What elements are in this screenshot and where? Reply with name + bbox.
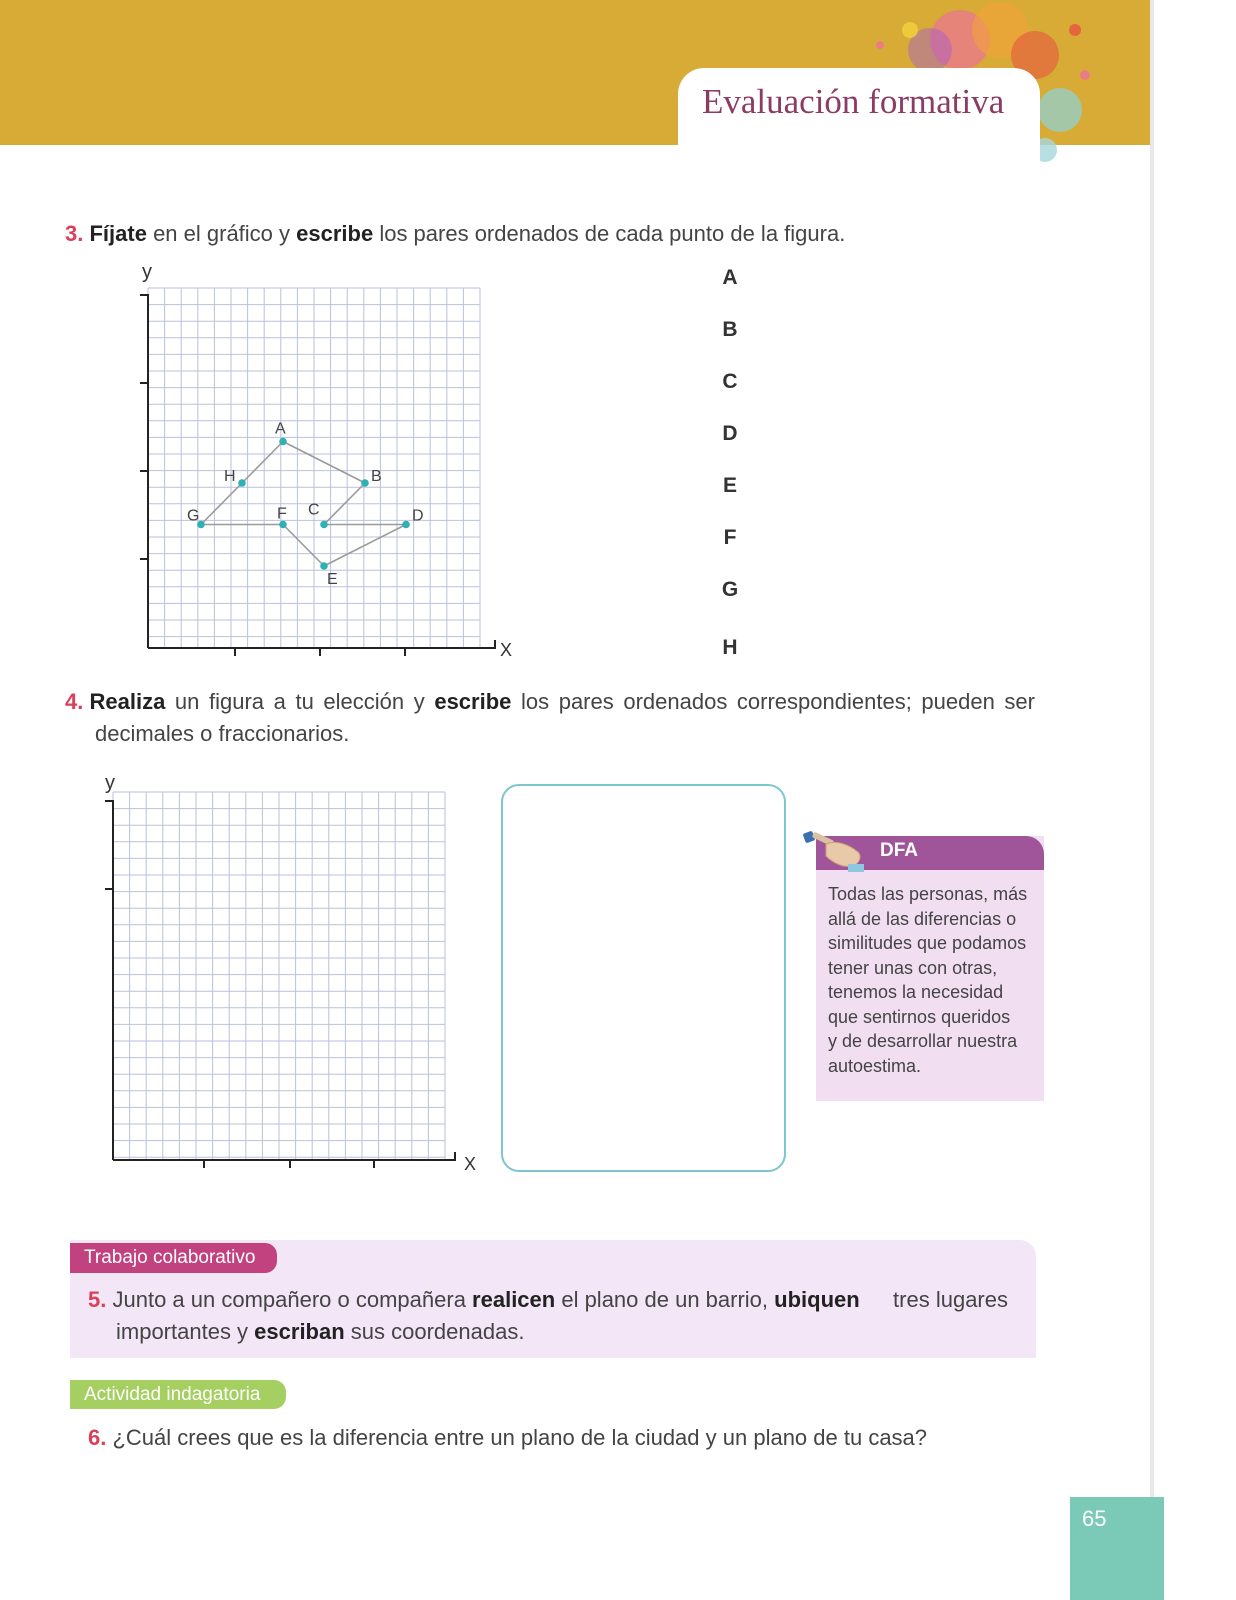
instruction-verb: Fíjate [89,221,147,246]
dfa-line: autoestima. [828,1055,922,1076]
question-text: ¿Cuál crees que es la diferencia entre un plano de la ciudad y un plano de tu casa? [112,1425,928,1450]
question-4: 4. Realiza un figura a tu elección y escribe los pares ordenados correspondientes; pueden ser decimales o fraccionarios. [65,686,1035,750]
answer-letter-c: C [722,370,738,393]
question-5 [88,1284,1008,1348]
point-label: E [327,571,338,588]
answer-letter-g: G [721,578,739,601]
question-6 [88,1422,927,1454]
page-edge [1150,0,1154,1600]
point-a [279,438,287,446]
answer-letter-e: E [722,474,737,497]
dfa-line: allá de las diferencias o [828,908,1017,929]
question-text: importantes y [116,1319,255,1344]
answer-box[interactable] [501,784,786,1172]
inquiry-activity-label: Actividad indagatoria [70,1380,286,1409]
dfa-text [828,882,1040,1078]
figure-edge [324,525,406,567]
point-label: C [308,501,320,519]
point-e [320,562,328,570]
dfa-line: y de desarrollar nuestra [828,1031,1018,1051]
grid [113,792,445,1160]
question-text: sus coordenadas. [344,1319,525,1344]
question-text: Junto a un compañero o compañera [112,1287,473,1312]
answer-letter-f: F [723,526,737,549]
y-axis-label: y [105,772,115,794]
question-text: el plano de un barrio, [555,1287,775,1312]
instruction-verb: escribe [296,221,374,246]
instruction-verb: Realiza [89,689,166,714]
x-axis-label: X [500,640,513,660]
point-label: H [224,468,236,485]
question-number: 3. [65,221,84,246]
figure-edge [242,442,283,484]
question-text: un [174,689,200,714]
question-3 [65,218,845,250]
instruction-verb: realicen [472,1287,556,1312]
coordinate-graph-q3 [120,258,520,668]
instruction-verb: escribe [434,689,512,714]
point-c [320,521,328,529]
dfa-line: similitudes que podamos [828,933,1027,953]
question-text: los pares ordenados de cada punto de la figura. [373,221,846,246]
question-text: en el gráfico y [146,221,297,246]
x-axis-label: X [464,1154,477,1174]
answer-letter-h: H [722,636,738,659]
instruction-verb: escriban [254,1319,345,1344]
question-number: 6. [88,1425,107,1450]
grid [148,288,480,648]
question-text: decimales o fraccionarios. [95,721,350,746]
hand-icon [802,826,874,878]
question-text: tres lugares [886,1287,1008,1312]
question-number: 5. [88,1287,107,1312]
dfa-line: tenemos la necesidad [828,982,1004,1002]
question-number: 4. [65,689,84,714]
point-label: G [187,507,200,525]
dfa-title: DFA [880,840,918,861]
figure-edge [283,525,324,567]
answer-letter-a: A [722,266,738,289]
dfa-line: Todas las personas, más [828,884,1028,904]
page-number: 65 [1082,1506,1107,1531]
point-label: B [371,468,382,485]
dfa-line: que sentirnos queridos [828,1006,1011,1027]
empty-coordinate-graph-q4[interactable] [88,768,488,1178]
page-title: Evaluación formativa [702,82,1005,121]
answer-letter-d: D [722,422,738,445]
answer-letter-b: B [722,318,738,341]
point-label: F [277,505,287,523]
figure-edge [283,442,365,484]
point-b [361,479,369,487]
point-label: A [275,420,286,438]
point-d [402,521,410,529]
point-label: D [412,507,424,525]
point-h [238,479,246,487]
y-axis-label: y [142,261,152,283]
dfa-line: tener unas con otras, [828,957,998,978]
collaborative-work-label: Trabajo colaborativo [70,1243,277,1273]
instruction-verb: ubiquen [774,1287,860,1312]
